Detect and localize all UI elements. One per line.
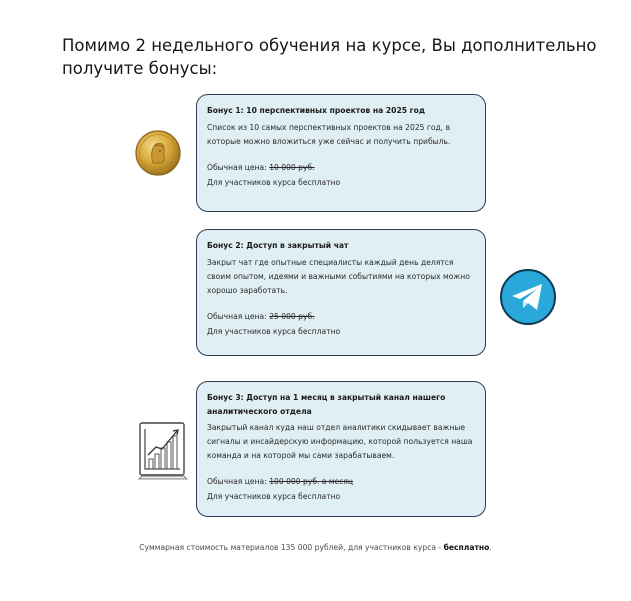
bonus-description: Закрытый канал куда наш отдел аналитики скидывает важные сигналы и инсайдерскую информацию, которой пользуется наша команда и на которой мы сами зарабатываем. [207,423,473,460]
bonus-description: Список из 10 самых перспективных проектов на 2025 год, в которые можно вложиться уже сейчас и получить прибыль. [207,123,451,146]
bonus-title: Бонус 3: Доступ на 1 месяц в закрытый канал нашего аналитического отдела [207,393,446,416]
old-price: 25 000 руб. [269,312,315,321]
bonus-price [207,161,475,175]
gold-coin-icon [134,129,182,177]
free-for-members: Для участников курса бесплатно [207,327,341,336]
old-price: 10 000 руб. [269,163,315,172]
bonus-card-2 [196,229,486,356]
bonus-price [207,310,475,324]
free-for-members: Для участников курса бесплатно [207,492,341,501]
free-for-members: Для участников курса бесплатно [207,178,341,187]
price-label: Обычная цена: [207,163,270,172]
old-price: 100 000 руб. в месяц [269,477,354,486]
summary-text: Суммарная стоимость материалов 135 000 рублей, для участников курса - [139,543,444,552]
price-label: Обычная цена: [207,477,270,486]
bonus-card-1 [196,94,486,212]
bonus-title: Бонус 1: 10 перспективных проектов на 2025 год [207,106,425,115]
page-heading: Помимо 2 недельного обучения на курсе, Вы дополнительно получите бонусы: [62,36,597,78]
summary-end: . [489,543,492,552]
bonus-price [207,475,475,489]
summary-footer [0,543,631,552]
summary-free: бесплатно [443,543,490,552]
price-label: Обычная цена: [207,312,270,321]
telegram-icon [499,268,557,326]
growth-chart-icon [137,419,189,481]
bonus-description: Закрыт чат где опытные специалисты каждый день делятся своим опытом, идеями и важными событиями на которых можно хорошо заработать. [207,258,470,295]
bonus-title: Бонус 2: Доступ в закрытый чат [207,241,349,250]
bonus-card-3 [196,381,486,517]
